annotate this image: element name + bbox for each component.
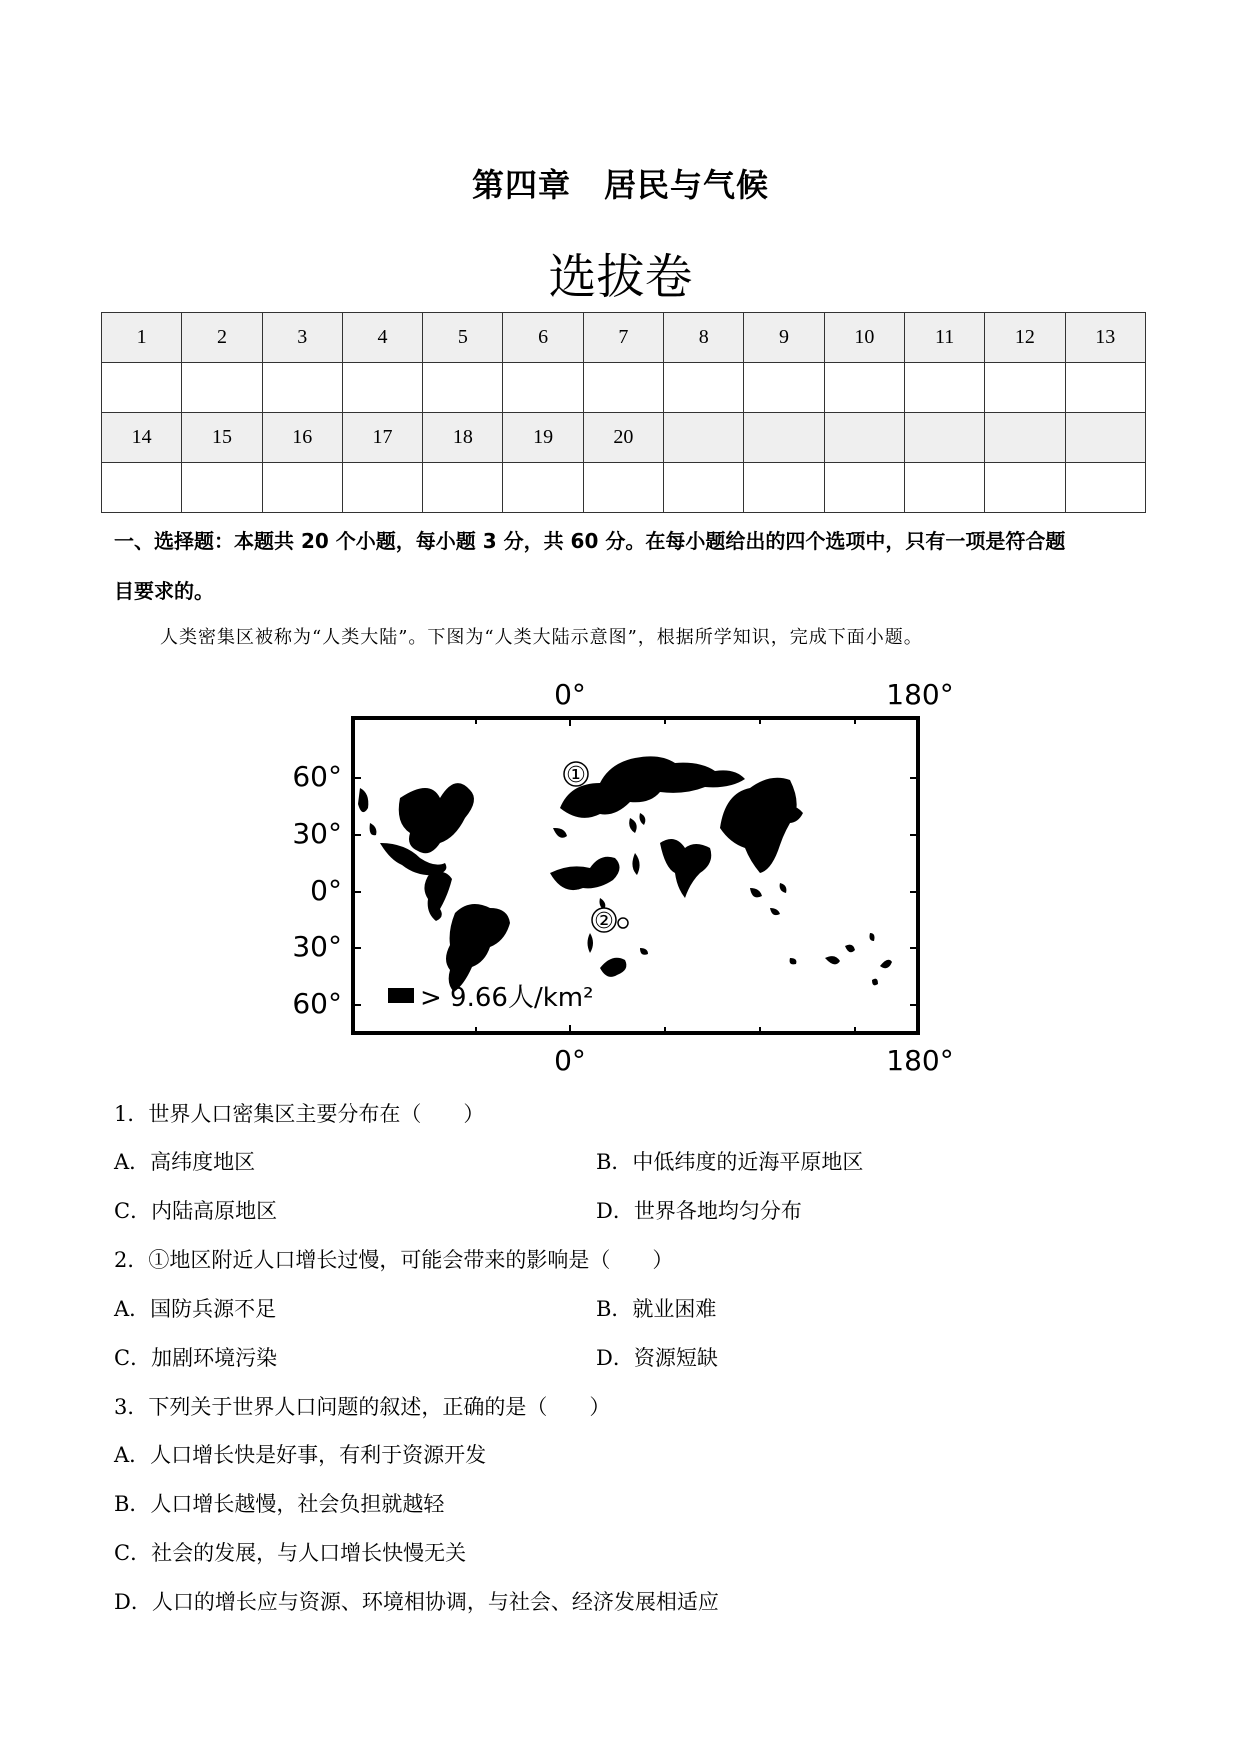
answer-cell[interactable]	[342, 463, 422, 513]
question-3-option-b[interactable]: B．人口增长越慢，社会负担就越轻	[114, 1492, 445, 1516]
answer-number: 10	[824, 313, 904, 363]
question-3-stem: 3．下列关于世界人口问题的叙述，正确的是（ ）	[114, 1395, 611, 1419]
answer-number: 8	[664, 313, 744, 363]
question-2-option-a[interactable]: A．国防兵源不足	[114, 1297, 277, 1321]
answer-cell[interactable]	[904, 363, 984, 413]
answer-number: 9	[744, 313, 824, 363]
answer-number: 3	[262, 313, 342, 363]
question-1-option-d[interactable]: D．世界各地均匀分布	[596, 1199, 802, 1223]
question-2-option-c[interactable]: C．加剧环境污染	[114, 1346, 278, 1370]
answer-cell[interactable]	[423, 463, 503, 513]
answer-cell[interactable]	[904, 463, 984, 513]
answer-cell[interactable]	[985, 463, 1065, 513]
legend-label: > 9.66人/km²	[420, 983, 594, 1013]
answer-number	[664, 413, 744, 463]
map-lat-label-30n: 30°	[292, 817, 342, 850]
answer-cell[interactable]	[744, 463, 824, 513]
page-title: 选拔卷	[548, 249, 693, 305]
answer-number	[1065, 413, 1145, 463]
answer-cell[interactable]	[182, 363, 262, 413]
answer-cell[interactable]	[1065, 463, 1145, 513]
map-lat-label-0: 0°	[310, 874, 342, 907]
answer-number: 19	[503, 413, 583, 463]
answer-number: 7	[583, 313, 663, 363]
answer-table	[101, 312, 1146, 513]
answer-cell[interactable]	[824, 363, 904, 413]
svg-text:①: ①	[566, 763, 586, 788]
answer-cell[interactable]	[664, 463, 744, 513]
answer-cell[interactable]	[503, 463, 583, 513]
answer-number: 14	[102, 413, 182, 463]
map-bottom-label-0: 0°	[554, 1044, 586, 1077]
map-marker-1	[564, 762, 588, 788]
answer-cell[interactable]	[262, 463, 342, 513]
answer-cell[interactable]	[583, 463, 663, 513]
answer-number: 16	[262, 413, 342, 463]
svg-text:②: ②	[594, 909, 614, 934]
answer-cell[interactable]	[744, 363, 824, 413]
answer-number	[985, 413, 1065, 463]
map-top-label-0: 0°	[554, 678, 586, 711]
answer-cell[interactable]	[423, 363, 503, 413]
answer-cell[interactable]	[583, 363, 663, 413]
map-lat-label-60s: 60°	[292, 987, 342, 1020]
question-1-option-c[interactable]: C．内陆高原地区	[114, 1199, 278, 1223]
answer-number: 12	[985, 313, 1065, 363]
answer-cell[interactable]	[262, 363, 342, 413]
question-intro: 人类密集区被称为“人类大陆”。下图为“人类大陆示意图”，根据所学知识，完成下面小题。	[160, 627, 923, 648]
question-2-option-b[interactable]: B．就业困难	[596, 1297, 717, 1321]
answer-number: 15	[182, 413, 262, 463]
answer-blank-row	[102, 363, 1146, 413]
answer-cell[interactable]	[102, 463, 182, 513]
map-top-label-180: 180°	[886, 678, 954, 711]
answer-number: 4	[342, 313, 422, 363]
chapter-heading: 第四章 居民与气候	[471, 166, 769, 204]
answer-number-row	[102, 413, 1146, 463]
question-2-stem: 2．①地区附近人口增长过慢，可能会带来的影响是（ ）	[114, 1248, 674, 1272]
answer-cell[interactable]	[985, 363, 1065, 413]
answer-number	[904, 413, 984, 463]
answer-cell[interactable]	[342, 363, 422, 413]
question-2-option-d[interactable]: D．资源短缺	[596, 1346, 718, 1370]
answer-cell[interactable]	[664, 363, 744, 413]
answer-number-row	[102, 313, 1146, 363]
answer-cell[interactable]	[1065, 363, 1145, 413]
section-instructions-line1: 一、选择题：本题共 20 个小题，每小题 3 分，共 60 分。在每小题给出的四个选项中，只有一项是符合题	[114, 529, 1066, 553]
answer-number: 13	[1065, 313, 1145, 363]
legend-swatch	[388, 988, 414, 1003]
question-3-option-c[interactable]: C．社会的发展，与人口增长快慢无关	[114, 1541, 467, 1565]
answer-number: 2	[182, 313, 262, 363]
answer-number: 20	[583, 413, 663, 463]
answer-cell[interactable]	[182, 463, 262, 513]
answer-number	[824, 413, 904, 463]
map-lat-label-60n: 60°	[292, 760, 342, 793]
map-lat-label-30s: 30°	[292, 930, 342, 963]
answer-number: 1	[102, 313, 182, 363]
answer-cell[interactable]	[102, 363, 182, 413]
population-density-map	[280, 668, 980, 1078]
question-1-option-a[interactable]: A．高纬度地区	[114, 1150, 256, 1174]
section-instructions-line2: 目要求的。	[114, 579, 214, 603]
answer-number	[744, 413, 824, 463]
question-1-option-b[interactable]: B．中低纬度的近海平原地区	[596, 1150, 864, 1174]
question-3-option-d[interactable]: D．人口的增长应与资源、环境相协调，与社会、经济发展相适应	[114, 1590, 719, 1614]
map-bottom-label-180: 180°	[886, 1044, 954, 1077]
answer-blank-row	[102, 463, 1146, 513]
answer-cell[interactable]	[824, 463, 904, 513]
question-3-option-a[interactable]: A．人口增长快是好事，有利于资源开发	[114, 1443, 487, 1467]
answer-number: 6	[503, 313, 583, 363]
answer-number: 5	[423, 313, 503, 363]
answer-number: 18	[423, 413, 503, 463]
question-1-stem: 1．世界人口密集区主要分布在（ ）	[114, 1102, 485, 1126]
answer-number: 11	[904, 313, 984, 363]
answer-cell[interactable]	[503, 363, 583, 413]
answer-number: 17	[342, 413, 422, 463]
